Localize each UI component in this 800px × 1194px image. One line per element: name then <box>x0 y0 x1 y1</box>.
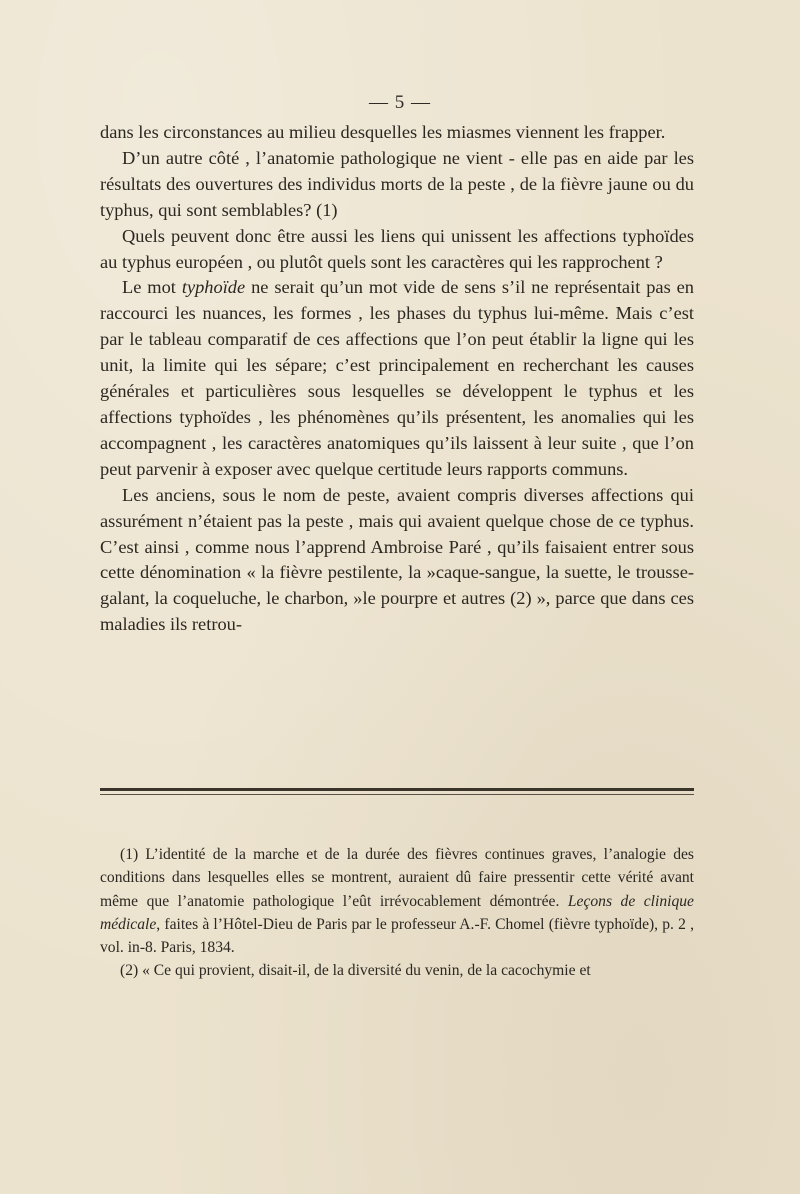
paragraph-4 <box>100 275 694 482</box>
italic-term: typhoïde <box>181 277 246 298</box>
paragraph-4-rest: ne serait qu’un mot vide de sens s’il ne représentait pas en raccourci les nuances, les formes , les phases du typhus lui-même. Mais c’est par le tableau comparatif de ces affections que l’on peut établir la ligne qui les unit, la limite qui les sépare; c’est principalement en recherchant les causes générales et particulières sous lesquelles se développent le typhus et les affections typhoïdes , les phénomènes qu’ils présentent, les anomalies qui les accompagnent , les caractères anatomiques qu’ils laissent à leur suite , que l’on peut parvenir à exposer avec quelque certitude leurs rapports communs. <box>100 277 695 479</box>
main-text <box>100 120 694 638</box>
paragraph-1: dans les circonstances au milieu desquelles les miasmes viennent les frapper. <box>100 122 666 142</box>
footnote-2: (2) « Ce qui provient, disait-il, de la diversité du venin, de la cacochymie et <box>120 962 591 980</box>
footnote-divider <box>100 788 694 791</box>
paragraph-4-lead: Le mot <box>122 277 182 298</box>
paragraph-3: Quels peuvent donc être aussi les liens qui unissent les affections typhoïdes au typhus européen , ou plutôt quels sont les caractères qui les rapprochent ? <box>100 225 694 272</box>
paragraph-2: D’un autre côté , l’anatomie pathologique ne vient - elle pas en aide par les résultats des ouvertures des individus morts de la peste , de la fièvre jaune ou du typhus, qui sont semblables? (1) <box>100 147 694 220</box>
footnotes <box>100 843 694 983</box>
paragraph-5: Les anciens, sous le nom de peste, avaient compris diverses affections qui assurément n’étaient pas la peste , mais qui avaient quelque chose de ce typhus. C’est ainsi , comme nous l’apprend Ambroise Paré , qu’ils faisaient entrer sous cette dénomination « la fièvre pestilente, la »caque-sangue, la suette, le trousse-galant, la coqueluche, le charbon, »le pourpre et autres (2) », parce que dans ces maladies ils retrou- <box>100 484 694 635</box>
footnote-1-text: (1) L’identité de la marche et de la durée des fièvres continues graves, l’analogie des conditions dans lesquelles elles se montrent, auraient dû faire pressentir cette vérité avant même que l’anatomie pathologique l’eût irrévocablement démontrée. <box>100 846 694 910</box>
footnote-1-citation: , faites à l’Hôtel-Dieu de Paris par le professeur A.-F. Chomel (fièvre typhoïde), p. 2 , vol. in-8. Paris, 1834. <box>100 915 694 957</box>
footnote-1-title: Leçons de clinique médicale <box>100 892 694 933</box>
footnote-1 <box>100 843 694 959</box>
footnote-divider-thin <box>100 794 694 795</box>
page-number: — 5 — <box>369 92 431 113</box>
